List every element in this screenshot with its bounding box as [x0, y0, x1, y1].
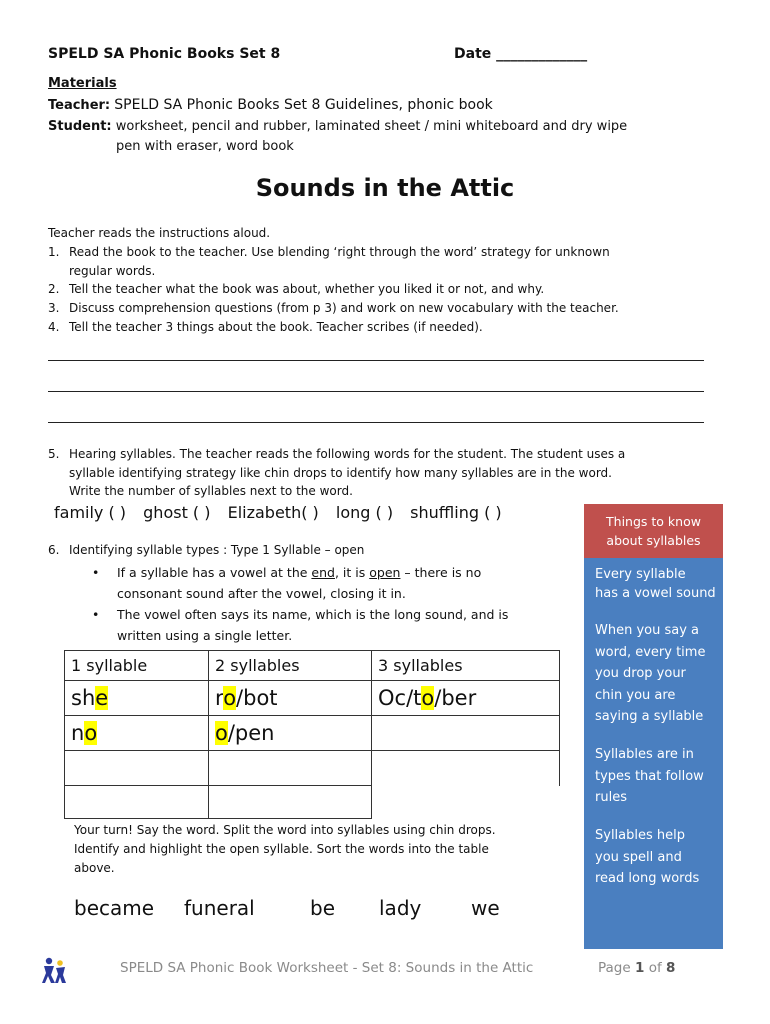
cell-text: /pen — [227, 721, 275, 745]
panel-text: types that follow — [595, 768, 704, 784]
materials-teacher — [48, 97, 493, 113]
page-label: Page — [598, 960, 631, 976]
worksheet-set-title: SPELD SA Phonic Books Set 8 — [48, 46, 281, 62]
bullet-item — [92, 604, 509, 625]
student-text-continued: pen with eraser, word book — [116, 139, 294, 154]
highlighted-vowel: o — [84, 721, 98, 745]
sort-word-funeral[interactable]: funeral — [184, 896, 255, 920]
instruction-number: 2. — [48, 282, 60, 296]
table-cell[interactable] — [209, 681, 372, 716]
writing-line[interactable] — [48, 422, 704, 423]
instruction-2 — [48, 280, 708, 299]
instruction-number: 1. — [48, 245, 60, 259]
table-cell[interactable] — [209, 716, 372, 751]
table-cell[interactable] — [372, 716, 560, 751]
bullet-text-part: , it is — [334, 565, 370, 580]
instruction-1-continued: regular words. — [69, 264, 156, 278]
word-shuffling[interactable]: shuffling ( ) — [410, 503, 502, 522]
panel-fact-1 — [595, 566, 717, 603]
panel-text: read long words — [595, 871, 700, 886]
cell-text: n — [71, 721, 85, 745]
instruction-4 — [48, 318, 708, 337]
bullet-text-continued: written using a single letter. — [117, 628, 293, 643]
table-cell[interactable] — [65, 681, 209, 716]
bullet-text-continued: consonant sound after the vowel, closing it in. — [117, 586, 406, 601]
bullet-text-part: – there is no — [400, 565, 482, 580]
instruction-text: Tell the teacher 3 things about the book. Teacher scribes (if needed). — [69, 320, 483, 334]
table-header: 2 syllables — [209, 651, 372, 681]
cell-text: sh — [71, 686, 96, 710]
panel-text: When you say a — [595, 623, 700, 638]
item-6-title: Identifying syllable types : Type 1 Syllable – open — [69, 543, 365, 557]
of-label: of — [648, 960, 662, 976]
materials-student — [48, 119, 627, 134]
item-5-text-2: syllable identifying strategy like chin drops to identify how many syllables are in the word. — [69, 466, 612, 480]
table-cell-empty[interactable] — [209, 786, 372, 819]
bullet-item — [92, 562, 482, 583]
sort-word-be[interactable]: be — [310, 896, 335, 920]
your-turn-line-1: Your turn! Say the word. Split the word into syllables using chin drops. — [74, 823, 496, 837]
table-header: 1 syllable — [65, 651, 209, 681]
cell-text: r — [215, 686, 224, 710]
panel-text: saying a syllable — [595, 709, 704, 724]
panel-fact-4 — [595, 825, 717, 890]
item-number: 5. — [48, 447, 60, 461]
syllable-table — [64, 650, 560, 819]
page-total: 8 — [666, 960, 676, 976]
syllable-words — [54, 503, 514, 522]
writing-line[interactable] — [48, 360, 704, 361]
table-cell-empty[interactable] — [372, 751, 560, 786]
date-field[interactable]: Date _____________ — [454, 46, 588, 62]
highlighted-vowel: o — [421, 686, 435, 710]
panel-heading-line: about syllables — [606, 533, 701, 548]
panel-text: Syllables are in — [595, 747, 694, 762]
table-cell-empty[interactable] — [65, 786, 209, 819]
instruction-text: Discuss comprehension questions (from p 3) and work on new vocabulary with the teacher. — [69, 301, 619, 315]
cell-text: /ber — [434, 686, 477, 710]
panel-fact-3 — [595, 744, 717, 809]
underlined-open: open — [369, 565, 401, 580]
writing-line[interactable] — [48, 391, 704, 392]
table-cell[interactable] — [372, 681, 560, 716]
table-cell[interactable] — [65, 716, 209, 751]
item-number: 6. — [48, 543, 60, 557]
bullet-icon: • — [92, 607, 100, 622]
bullet-text: The vowel often says its name, which is the long sound, and is — [117, 607, 509, 622]
speld-logo-icon — [40, 955, 68, 985]
page-number: 1 — [634, 960, 645, 976]
student-label: Student: — [48, 119, 112, 134]
bullet-text — [117, 562, 481, 583]
cell-text: Oc/t — [378, 686, 422, 710]
your-turn-line-3: above. — [74, 861, 115, 875]
your-turn-line-2: Identify and highlight the open syllable. Sort the words into the table — [74, 842, 489, 856]
underlined-end: end — [311, 565, 335, 580]
student-text: worksheet, pencil and rubber, laminated sheet / mini whiteboard and dry wipe — [115, 119, 628, 134]
item-6 — [48, 541, 365, 560]
table-header: 3 syllables — [372, 651, 560, 681]
bullet-text-part: If a syllable has a vowel at the — [117, 565, 312, 580]
panel-text: you drop your — [595, 666, 686, 681]
panel-text: chin you are — [595, 687, 676, 703]
teacher-text: SPELD SA Phonic Books Set 8 Guidelines, phonic book — [114, 97, 493, 113]
panel-fact-2 — [595, 620, 717, 728]
sort-word-became[interactable]: became — [74, 896, 155, 920]
table-cell-empty[interactable] — [65, 751, 209, 786]
word-long[interactable]: long ( ) — [335, 503, 394, 522]
highlighted-vowel: o — [215, 721, 228, 745]
item-5-text: Hearing syllables. The teacher reads the following words for the student. The student uses a — [69, 447, 626, 461]
panel-text: rules — [595, 790, 627, 805]
instruction-1 — [48, 243, 610, 262]
sort-word-lady[interactable]: lady — [379, 896, 422, 920]
highlighted-vowel: e — [95, 686, 109, 710]
teacher-label: Teacher: — [48, 98, 111, 113]
word-elizabeth[interactable]: Elizabeth( ) — [227, 503, 319, 522]
word-family[interactable]: family ( ) — [54, 503, 127, 522]
table-cell-blank — [372, 786, 560, 819]
sort-word-we[interactable]: we — [471, 896, 500, 920]
word-ghost[interactable]: ghost ( ) — [143, 503, 211, 522]
panel-text: Every syllable — [595, 567, 686, 582]
page-title: Sounds in the Attic — [255, 174, 515, 202]
footer-text: SPELD SA Phonic Book Worksheet - Set 8: Sounds in the Attic — [120, 960, 534, 976]
panel-text: word, every time — [595, 644, 706, 660]
instruction-text: Read the book to the teacher. Use blending ‘right through the word’ strategy for unknown — [69, 245, 610, 259]
item-5 — [48, 445, 708, 464]
instruction-text: Tell the teacher what the book was about, whether you liked it or not, and why. — [69, 282, 545, 296]
panel-heading-line: Things to know — [606, 514, 701, 529]
instructions-intro: Teacher reads the instructions aloud. — [48, 226, 271, 240]
instruction-number: 3. — [48, 301, 60, 315]
cell-text: /bot — [236, 686, 278, 710]
page-indicator — [598, 960, 675, 976]
table-cell-empty[interactable] — [209, 751, 372, 786]
panel-text: Syllables help — [595, 828, 686, 843]
panel-heading — [584, 504, 723, 558]
panel-text: has a vowel sound — [595, 585, 716, 601]
highlighted-vowel: o — [223, 686, 237, 710]
instruction-number: 4. — [48, 320, 60, 334]
item-6-bullets — [92, 562, 509, 646]
instruction-3 — [48, 299, 708, 318]
item-5-text-3: Write the number of syllables next to the word. — [69, 484, 353, 498]
bullet-icon: • — [92, 565, 100, 580]
materials-heading: Materials — [48, 76, 117, 91]
panel-text: you spell and — [595, 849, 682, 865]
